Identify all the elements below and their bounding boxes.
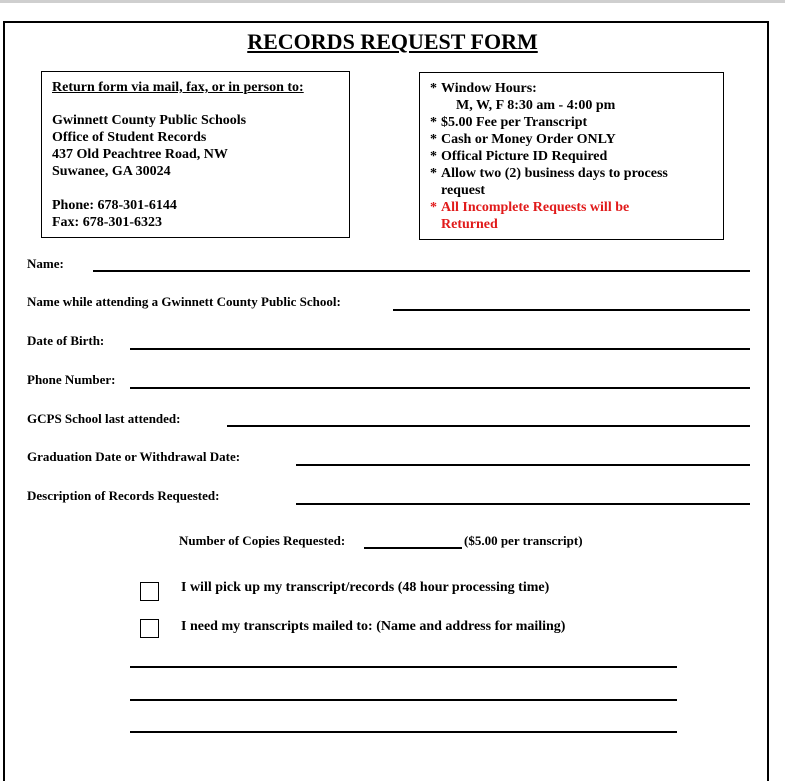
- copies-label: Number of Copies Requested:: [179, 533, 346, 548]
- graduation-date-label: Graduation Date or Withdrawal Date:: [27, 449, 241, 464]
- processing-item: [430, 165, 713, 199]
- date-of-birth-label: Date of Birth:: [27, 333, 105, 348]
- id-item: [430, 148, 713, 165]
- description-line[interactable]: [296, 503, 750, 505]
- payment-item: [430, 131, 713, 148]
- address-line: Gwinnett County Public Schools: [52, 113, 247, 128]
- warning-line: Returned: [441, 217, 498, 232]
- payment-text: Cash or Money Order ONLY: [441, 132, 616, 147]
- window-hours-value: M, W, F 8:30 am - 4:00 pm: [456, 98, 616, 113]
- mail-checkbox[interactable]: [140, 619, 159, 638]
- bullet-star: *: [430, 132, 437, 147]
- date-of-birth-line[interactable]: [130, 348, 750, 350]
- warning-line: All Incomplete Requests will be: [441, 200, 630, 215]
- form-title: RECORDS REQUEST FORM: [247, 29, 538, 54]
- name-line[interactable]: [93, 270, 750, 272]
- contact-numbers: [52, 197, 339, 231]
- mailing-address-line[interactable]: [130, 666, 677, 668]
- fax-number: Fax: 678-301-6323: [52, 215, 163, 230]
- bullet-star: *: [430, 166, 437, 181]
- pickup-checkbox[interactable]: [140, 582, 159, 601]
- processing-text: [441, 165, 713, 199]
- window-hours-item: [430, 80, 713, 97]
- window-hours-label: Window Hours:: [441, 81, 537, 96]
- bullet-star: *: [430, 115, 437, 130]
- name-while-attending-label: Name while attending a Gwinnett County Public School:: [27, 294, 341, 309]
- address-line: Office of Student Records: [52, 130, 207, 145]
- description-label: Description of Records Requested:: [27, 488, 220, 503]
- incomplete-warning-item: [430, 199, 713, 233]
- name-label: Name:: [27, 256, 64, 271]
- graduation-date-line[interactable]: [296, 464, 750, 466]
- fee-text: $5.00 Fee per Transcript: [441, 115, 588, 130]
- return-heading: Return form via mail, fax, or in person to:: [52, 80, 304, 95]
- phone-number-label: Phone Number:: [27, 372, 116, 387]
- mailing-address: [52, 112, 339, 180]
- mail-label: I need my transcripts mailed to: (Name and address for mailing): [181, 619, 566, 634]
- return-address-box: [41, 71, 350, 238]
- mailing-address-line[interactable]: [130, 731, 677, 733]
- mailing-address-line[interactable]: [130, 699, 677, 701]
- pickup-label: I will pick up my transcript/records (48 hour processing time): [181, 580, 550, 595]
- copies-note: ($5.00 per transcript): [464, 533, 583, 548]
- name-while-attending-line[interactable]: [393, 309, 750, 311]
- bullet-star: *: [430, 81, 437, 96]
- id-text: Offical Picture ID Required: [441, 149, 608, 164]
- phone-number: Phone: 678-301-6144: [52, 198, 177, 213]
- school-last-attended-label: GCPS School last attended:: [27, 411, 181, 426]
- fee-item: [430, 114, 713, 131]
- bullet-star: *: [430, 149, 437, 164]
- address-line: Suwanee, GA 30024: [52, 164, 171, 179]
- bullet-star: *: [430, 200, 437, 215]
- address-line: 437 Old Peachtree Road, NW: [52, 147, 228, 162]
- processing-line: request: [441, 183, 486, 198]
- warning-text: [441, 199, 713, 233]
- copies-line[interactable]: [364, 547, 462, 549]
- phone-number-line[interactable]: [130, 387, 750, 389]
- school-last-attended-line[interactable]: [227, 425, 750, 427]
- office-info-box: [419, 72, 724, 240]
- processing-line: Allow two (2) business days to process: [441, 166, 668, 181]
- viewer-top-bar: [0, 0, 785, 3]
